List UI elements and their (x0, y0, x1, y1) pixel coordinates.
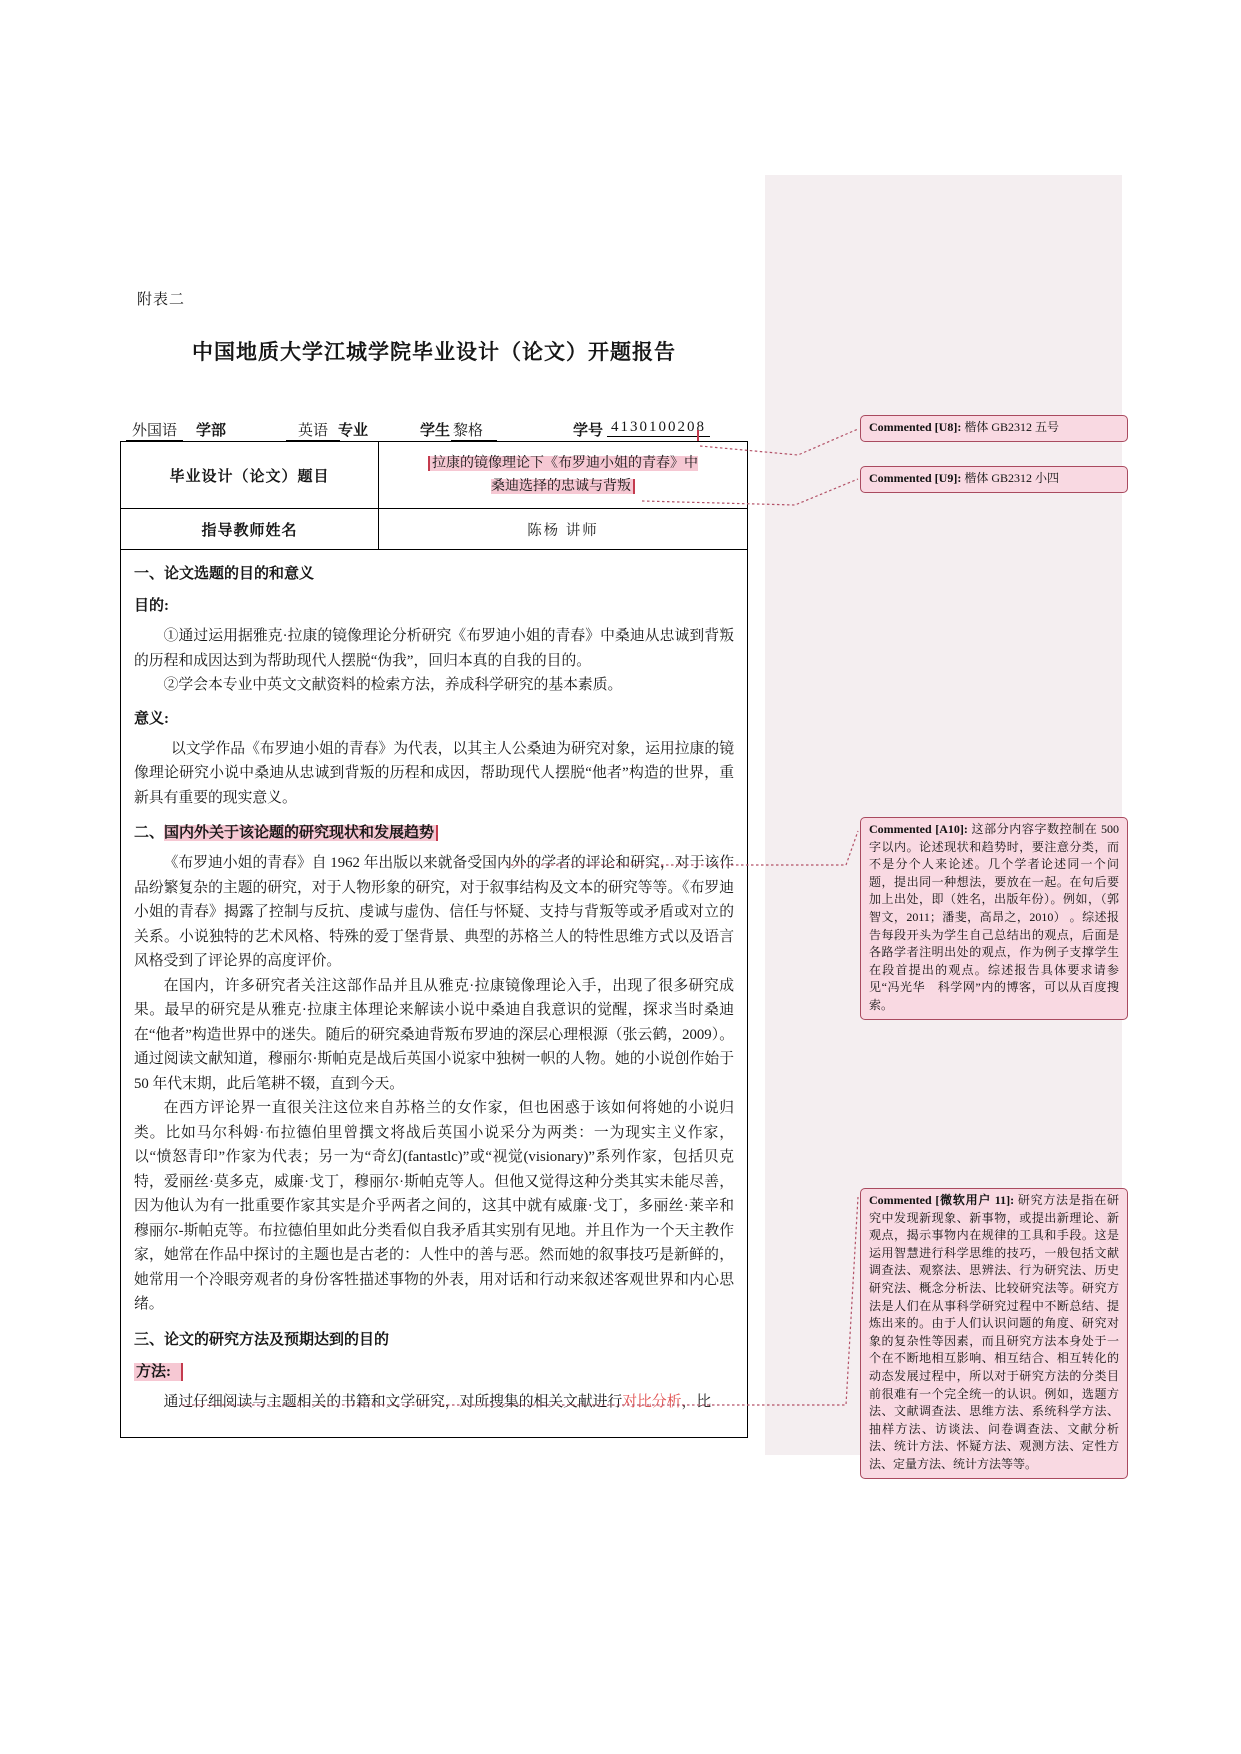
major-label: 专业 (338, 423, 369, 439)
advisor-row (121, 509, 747, 550)
method-text: 通过仔细阅读与主题相关的书籍和文学研究，对所搜集的相关文献进行 (163, 1393, 623, 1410)
comment-u9-text: 楷体 GB2312 小四 (964, 471, 1059, 485)
comment-balloon-a10[interactable] (860, 817, 1128, 1020)
topic-label: 毕业设计（论文）题目 (169, 468, 330, 485)
topic-value-cell (379, 442, 747, 508)
section3-heading: 三、论文的研究方法及预期达到的目的 (134, 1331, 390, 1348)
comment-a10-label: Commented [A10]: (869, 822, 968, 836)
review-paragraph-1: 《布罗迪小姐的青春》自 1962 年出版以来就备受国内外的学者的评论和研究，对于该作品纷繁复杂的主题的研究，对于人物形象的研究，对于叙事结构及文本的研究等等。《布罗迪小姐的青春》揭露了控制与反抗、虔诚与虚伪、信任与怀疑、支持与背叛等或矛盾或对立的关系。小说独特的艺术风格、特殊的爱丁堡背景、典型的苏格兰人的特性思维方式以及语言风格受到了评论界的高度评价。 (134, 855, 734, 969)
section2-heading (134, 823, 734, 844)
section2-number: 二、 (134, 825, 165, 841)
student-id-value: 4130100208 (607, 419, 710, 437)
attachment-label: 附表二 (137, 292, 186, 308)
thesis-title-line1: 拉康的镜像理论下《布罗迪小姐的青春》中 (428, 452, 698, 475)
comment-u8-text: 楷体 GB2312 五号 (964, 420, 1059, 434)
department-label: 学部 (196, 423, 227, 439)
purpose-item-1: ①通过运用据雅克·拉康的镜像理论分析研究《布罗迪小姐的青春》中桑迪从忠诚到背叛的历程和成因达到为帮助现代人摆脱“伪我”，回归本真的自我的目的。 (134, 628, 734, 669)
method-paragraph (134, 1390, 734, 1415)
method-label-highlight: 方法: (134, 1363, 183, 1381)
student-id-label: 学号 (573, 423, 604, 439)
comment-balloon-ms11[interactable] (860, 1188, 1128, 1479)
major-value: 英语 (286, 419, 340, 441)
department-value: 外国语 (126, 419, 183, 441)
comment-u9-label: Commented [U9]: (869, 471, 962, 485)
comment-u8-label: Commented [U8]: (869, 420, 962, 434)
meaning-label: 意义: (134, 710, 169, 727)
comment-ms11-text: 研究方法是指在研究中发现新现象、新事物，或提出新理论、新观点，揭示事物内在规律的工具和手段。这是运用智慧进行科学思维的技巧，一般包括文献调查法、观察法、思辨法、行为研究法、历史研究法、概念分析法、比较研究法等。研究方法是人们在从事科学研究过程中不断总结、提炼出来的。由于人们认识问题的角度、研究对象的复杂性等因素，而且研究方法本身处于一个在不断地相互影响、相互结合、相互转化的动态发展过程中，所以对于研究方法的分类目前很难有一个完全统一的认识。例如，选题方法、文献调查法、思维方法、系统科学方法、抽样方法、访谈法、问卷调查法、文献分析法、统计方法、怀疑方法、观测方法、定性方法、定量方法、统计方法等等。 (869, 1193, 1119, 1471)
advisor-label: 指导教师姓名 (201, 522, 298, 539)
method-text-tail: ，比 (681, 1393, 712, 1410)
student-label: 学生 (420, 423, 451, 439)
method-label-line (134, 1362, 734, 1383)
student-name: 黎格 (451, 419, 497, 441)
purpose-label: 目的: (134, 598, 169, 614)
report-table (120, 441, 748, 1438)
comment-a10-text: 这部分内容字数控制在 500 字以内。论述现状和趋势时，要注意分类，而不是分个人来论述。几个学者论述同一个问题，提出同一种想法，要放在一起。在句后要加上出处，即（姓名，出版年份）。例如，（郭智文，2011；潘斐，高昂之，2010） 。综述报告每段开头为学生自己总结出的观点，后面是各路学者注明出处的观点，作为例子支撑学生在段首提出的观点。综述报告具体要求请参见“冯光华 科学网”内的博客，可以从百度搜索。 (869, 822, 1119, 1012)
review-paragraph-3: 在西方评论界一直很关注这位来自苏格兰的女作家，但也困惑于该如何将她的小说归类。比如马尔科姆·布拉德伯里曾撰文将战后英国小说采分为两类：一为现实主义作家，以“愤怒青印”作家为代表；另一为“奇幻(fantastlc)”或“视觉(visionary)”系列作家，包括贝克特，爱丽丝·莫多克，威廉·戈丁，穆丽尔·斯帕克等人。但他又觉得这种分类其实未能尽善，因为他认为有一批重要作家其实是介乎两者之间的，这其中就有威廉·戈丁，多丽丝·莱辛和穆丽尔-斯帕克等。布拉德伯里如此分类看似自我矛盾其实别有见地。并且作为一个天主教作家，她常在作品中探讨的主题也是古老的：人性中的善与恶。然而她的叙事技巧是新鲜的，她常用一个冷眼旁观者的身份客牲描述事物的外表，用对话和行动来叙述客观世界和内心思绪。 (134, 1100, 734, 1312)
section1-heading: 一、论文选题的目的和意义 (134, 566, 315, 582)
meaning-paragraph: 以文学作品《布罗迪小姐的青春》为代表，以其主人公桑迪为研究对象，运用拉康的镜像理论研究小说中桑迪从忠诚到背叛的历程和成因，帮助现代人摆脱“他者”构造的世界，重新具有重要的现实意义。 (134, 740, 734, 806)
advisor-name: 陈杨 讲师 (527, 522, 599, 539)
advisor-value-cell (379, 509, 747, 549)
topic-row (121, 442, 747, 509)
advisor-label-cell (121, 509, 379, 549)
page-title: 中国地质大学江城学院毕业设计（论文）开题报告 (192, 340, 676, 364)
report-body (121, 550, 747, 1435)
method-text-red: 对比分析 (622, 1393, 682, 1410)
topic-label-cell (121, 442, 379, 508)
purpose-item-2: ②学会本专业中英文文献资料的检索方法，养成科学研究的基本素质。 (163, 677, 623, 693)
comment-balloon-u8[interactable] (860, 415, 1128, 442)
comment-balloon-u9[interactable] (860, 466, 1128, 493)
review-paragraph-2: 在国内，许多研究者关注这部作品并且从雅克·拉康镜像理论入手，出现了很多研究成果。最早的研究是从雅克·拉康主体理论来解读小说中桑迪自我意识的觉醒，探求当时桑迪在“他者”构造世界中的迷失。随后的研究桑迪背叛布罗迪的深层心理根源（张云鹤，2009）。通过阅读文献知道，穆丽尔·斯帕克是战后英国小说家中独树一帜的人物。她的小说创作始于 50 年代末期，此后笔耕不辍，直到今天。 (134, 977, 734, 1092)
comment-ms11-label: Commented [微软用户 11]: (869, 1193, 1015, 1207)
section2-heading-highlight: 国内外关于该论题的研究现状和发展趋势 (164, 825, 438, 841)
thesis-title-line2: 桑迪选择的忠诚与背叛 (491, 475, 635, 498)
